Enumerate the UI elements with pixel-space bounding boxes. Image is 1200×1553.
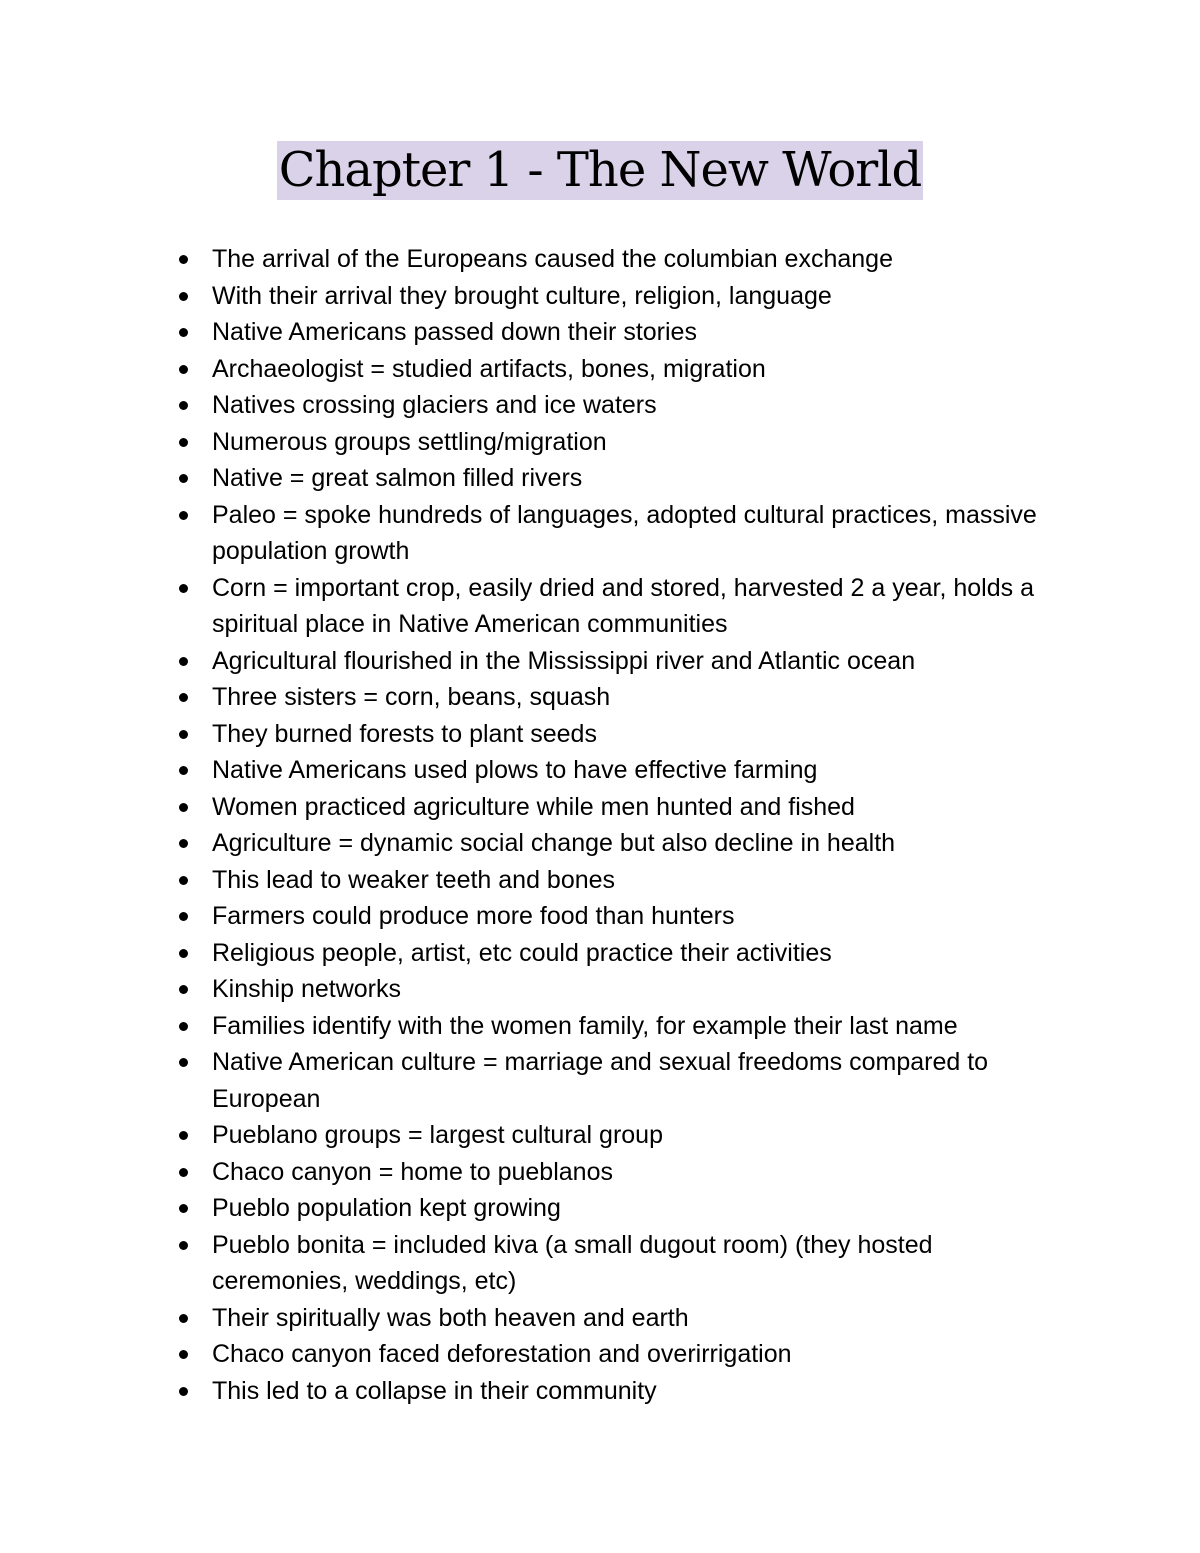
list-item-text: Native = great salmon filled rivers: [212, 464, 583, 492]
bullet-icon: [179, 876, 188, 885]
bullet-icon: [179, 511, 188, 520]
bullet-icon: [179, 328, 188, 337]
list-item: [212, 1373, 1052, 1410]
list-item-text: They burned forests to plant seeds: [212, 719, 597, 748]
list-item: [212, 898, 1052, 935]
bullet-icon: [179, 255, 188, 264]
list-item: [212, 716, 1052, 753]
list-item-text: Kinship networks: [212, 975, 401, 1003]
list-item-text: Corn = important crop, easily dried and stored, harvested 2 a year, holds a spiritual place in Native American communities: [212, 573, 1034, 638]
bullet-icon: [179, 365, 188, 374]
list-item-text: Chaco canyon = home to pueblanos: [212, 1157, 613, 1186]
list-item: [212, 570, 1052, 643]
bullet-icon: [179, 912, 188, 921]
list-item-text: Three sisters = corn, beans, squash: [212, 683, 611, 711]
list-item: [212, 278, 1052, 315]
list-item-text: Pueblo population kept growing: [212, 1194, 561, 1222]
list-item-text: Numerous groups settling/migration: [212, 427, 607, 456]
list-item-text: Pueblano groups = largest cultural group: [212, 1121, 663, 1149]
bullet-icon: [179, 730, 188, 739]
list-item: [212, 1336, 1052, 1373]
bullet-icon: [179, 839, 188, 848]
list-item: [212, 424, 1052, 461]
bullet-icon: [179, 1131, 188, 1140]
list-item-text: Native American culture = marriage and sexual freedoms compared to European: [212, 1048, 989, 1113]
list-item: [212, 679, 1052, 716]
bullet-icon: [179, 1241, 188, 1250]
bullet-icon: [179, 1058, 188, 1067]
list-item-text: Families identify with the women family, for example their last name: [212, 1011, 958, 1040]
list-item: [212, 314, 1052, 351]
list-item-text: Native Americans passed down their stories: [212, 318, 697, 346]
list-item-text: Agriculture = dynamic social change but also decline in health: [212, 829, 896, 857]
list-item: [212, 1190, 1052, 1227]
list-item: [212, 1117, 1052, 1154]
list-item: [212, 752, 1052, 789]
bullet-icon: [179, 985, 188, 994]
list-item-text: Natives crossing glaciers and ice waters: [212, 391, 657, 419]
list-item-text: Paleo = spoke hundreds of languages, adopted cultural practices, massive population growth: [212, 500, 1037, 565]
bullet-icon: [179, 1350, 188, 1359]
list-item: [212, 1008, 1052, 1045]
list-item-text: Agricultural flourished in the Mississippi river and Atlantic ocean: [212, 646, 916, 675]
bullet-icon: [179, 949, 188, 958]
list-item-text: Their spiritually was both heaven and earth: [212, 1303, 689, 1332]
bullet-icon: [179, 1168, 188, 1177]
list-item: [212, 862, 1052, 899]
bullet-icon: [179, 584, 188, 593]
list-item: [212, 825, 1052, 862]
list-item: [212, 1044, 1052, 1117]
list-item: [212, 497, 1052, 570]
list-item-text: Chaco canyon faced deforestation and overirrigation: [212, 1340, 792, 1368]
bullet-icon: [179, 693, 188, 702]
list-item-text: With their arrival they brought culture, religion, language: [212, 281, 832, 310]
list-item: [212, 351, 1052, 388]
list-item-text: Pueblo bonita = included kiva (a small dugout room) (they hosted ceremonies, weddings, etc): [212, 1230, 933, 1295]
list-item: [212, 1154, 1052, 1191]
list-item-text: This lead to weaker teeth and bones: [212, 865, 616, 894]
bullet-icon: [179, 1387, 188, 1396]
list-item-text: This led to a collapse in their community: [212, 1376, 657, 1405]
page-title: Chapter 1 - The New World: [278, 142, 922, 198]
list-item: [212, 971, 1052, 1008]
bullet-icon: [179, 657, 188, 666]
list-item: [212, 789, 1052, 826]
bullet-icon: [179, 438, 188, 447]
list-item-text: Religious people, artist, etc could practice their activities: [212, 938, 832, 967]
bullet-icon: [179, 292, 188, 301]
list-item: [212, 1300, 1052, 1337]
bullet-icon: [179, 1022, 188, 1031]
list-item-text: Women practiced agriculture while men hunted and fished: [212, 792, 855, 821]
title-wrapper: [0, 141, 1200, 200]
bullet-icon: [179, 401, 188, 410]
list-item: [212, 241, 1052, 278]
list-item: [212, 643, 1052, 680]
bullet-icon: [179, 474, 188, 483]
list-item: [212, 387, 1052, 424]
bullet-icon: [179, 766, 188, 775]
bullet-icon: [179, 1204, 188, 1213]
bullet-icon: [179, 803, 188, 812]
list-item-text: Native Americans used plows to have effective farming: [212, 756, 818, 784]
bullet-icon: [179, 1314, 188, 1323]
list-item-text: The arrival of the Europeans caused the columbian exchange: [212, 245, 893, 273]
list-item: [212, 935, 1052, 972]
notes-list: [212, 241, 1052, 1409]
list-item-text: Archaeologist = studied artifacts, bones, migration: [212, 354, 766, 383]
list-item: [212, 460, 1052, 497]
list-item: [212, 1227, 1052, 1300]
list-item-text: Farmers could produce more food than hunters: [212, 902, 735, 930]
